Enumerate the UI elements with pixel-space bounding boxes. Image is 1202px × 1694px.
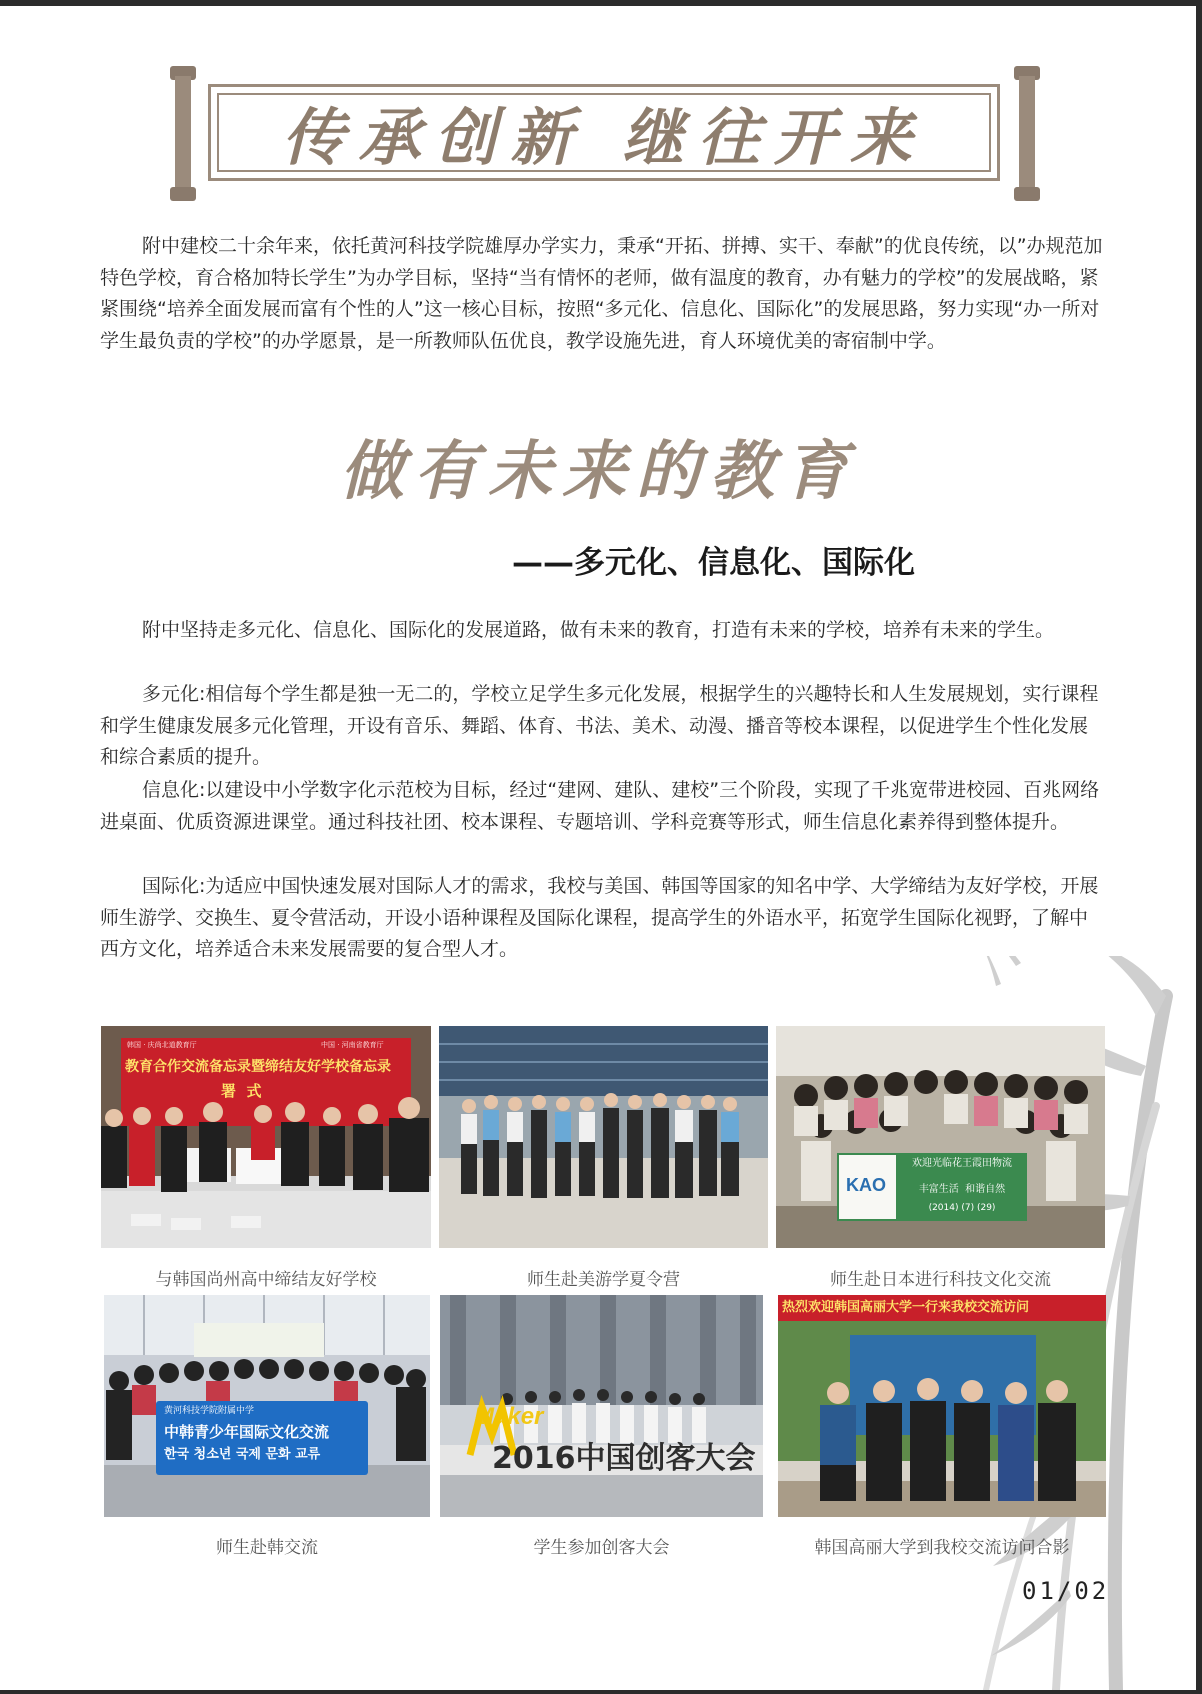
section-paragraph-internationalization: 国际化:为适应中国快速发展对国际人才的需求，我校与美国、韩国等国家的知名中学、大学缔结为友好学校，开展师生游学、交换生、夏令营活动，开设小语种课程及国际化课程，提高学生的外语水平，拓宽学生国际化视野，了解中西方文化，培养适合未来发展需要的复合型人才。 (100, 875, 1099, 960)
banner-title: 传承创新 继往开来 (282, 101, 926, 174)
section-heading: 做有未来的教育 (340, 434, 858, 509)
section-paragraph-informatization: 信息化:以建设中小学数字化示范校为目标，经过“建网、建队、建校”三个阶段，实现了千兆宽带进校园、百兆网络进桌面、优质资源进课堂。通过科技社团、校本课程、专题培训、学科竞赛等形式，师生信息化素养得到整体提升。 (100, 779, 1100, 833)
scroll-rod-right (1014, 66, 1040, 201)
title-banner (170, 66, 1040, 201)
photo-signing-ceremony (101, 1026, 431, 1248)
section-paragraph-1: 附中坚持走多元化、信息化、国际化的发展道路，做有未来的教育，打造有未来的学校，培养有未来的学生。 (142, 619, 1055, 641)
photo-small-left-text: 韩国 · 庆尚北道教育厅 (127, 1041, 197, 1049)
caption-photo-4: 师生赴韩交流 (216, 1538, 318, 1558)
photo-summer-camp (439, 1026, 768, 1248)
page-number: 01/02 (1022, 1577, 1110, 1605)
section-subheading: ——多元化、信息化、国际化 (512, 545, 915, 581)
caption-photo-1: 与韩国尚州高中缔结友好学校 (155, 1270, 377, 1290)
sign-school: 黄河科技学院附属中学 (164, 1406, 255, 1416)
sign-logo: KAO (846, 1175, 886, 1195)
photo-korea-exchange (104, 1295, 430, 1517)
caption-photo-3: 师生赴日本进行科技文化交流 (830, 1270, 1051, 1290)
photo-maker-conference (440, 1295, 763, 1517)
sign-cn: 中韩青少年国际文化交流 (164, 1423, 330, 1441)
caption-photo-6: 韩国高丽大学到我校交流访问合影 (814, 1538, 1070, 1558)
photo-banner-text: 教育合作交流备忘录暨缔结友好学校备忘录 (125, 1059, 391, 1075)
caption-photo-2: 师生赴美游学夏令营 (527, 1270, 680, 1290)
sign-title: 2016中国创客大会 (492, 1441, 756, 1476)
photo-japan-exchange (776, 1026, 1105, 1248)
photo-banner-sub: 署 式 (221, 1082, 262, 1100)
photo-korea-university-visit (778, 1295, 1106, 1517)
photo-small-right-text: 中国 · 河南省教育厅 (321, 1041, 384, 1049)
sign-date: (2014) (7) (29) (928, 1203, 996, 1213)
sign-motto: 丰富生活 和谐自然 (918, 1184, 1006, 1195)
intro-paragraph: 附中建校二十余年来，依托黄河科技学院雄厚办学实力，秉承“开拓、拼搏、实干、奉献”的优良传统，以”办规范加特色学校，育合格加特长学生”为办学目标，坚持“当有情怀的老师，做有温度的教育，办有魅力的学校”的发展战略，紧紧围绕“培养全面发展而富有个性的人”这一核心目标，按照“多元化、信息化、国际化”的发展思路，努力实现“办一所对学生最负责的学校”的办学愿景，是一所教师队伍优良，教学设施先进，育人环境优美的寄宿制中学。 (100, 235, 1103, 352)
sign-title: 欢迎光临花王霞田物流 (912, 1158, 1012, 1169)
sign-brand: Maker (474, 1403, 544, 1430)
caption-photo-5: 学生参加创客大会 (533, 1538, 670, 1558)
brochure-page (0, 6, 1196, 1690)
scroll-rod-left (170, 66, 196, 201)
banner-frame (208, 84, 1000, 181)
section-paragraph-diversity: 多元化:相信每个学生都是独一无二的，学校立足学生多元化发展，根据学生的兴趣特长和人生发展规划，实行课程和学生健康发展多元化管理，开设有音乐、舞蹈、体育、书法、美术、动漫、播音等校本课程，以促进学生个性化发展和综合素质的提升。 (100, 683, 1099, 768)
sign-kr: 한국 청소년 국제 문화 교류 (164, 1447, 321, 1462)
photo-banner-text: 热烈欢迎韩国高丽大学一行来我校交流访问 (782, 1300, 1030, 1315)
